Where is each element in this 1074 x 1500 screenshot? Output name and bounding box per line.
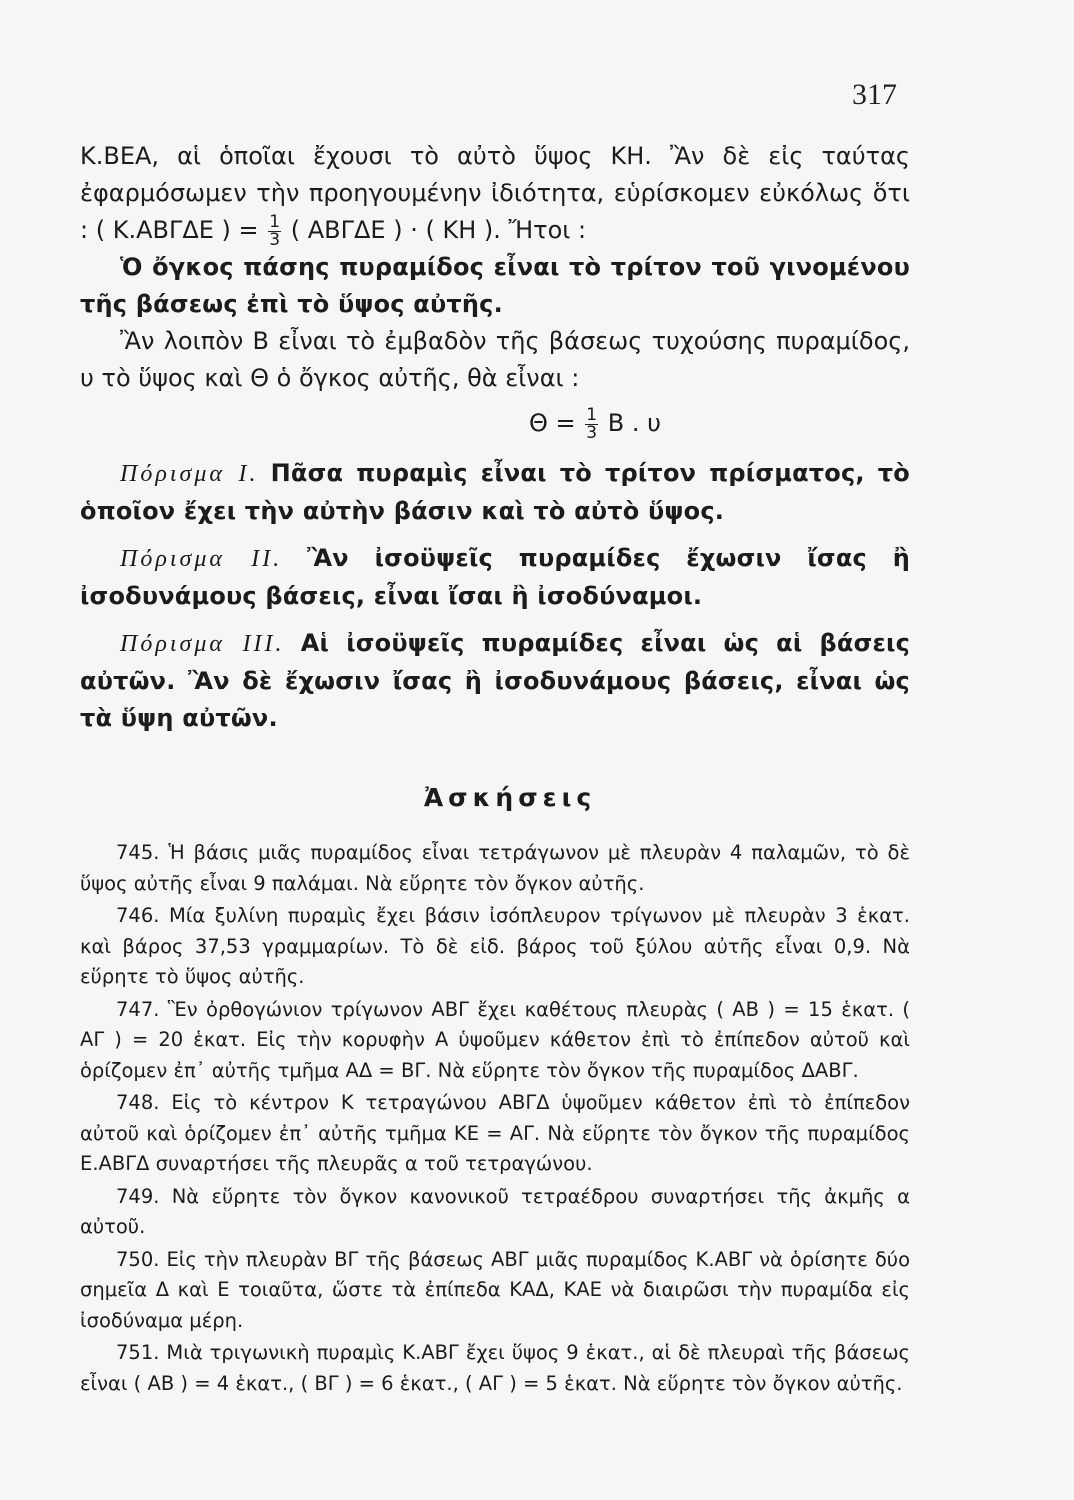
exercises-list: [80, 838, 910, 1399]
intro-text: Κ.ΒΕΑ, αἱ ὁποῖαι ἔχουσι τὸ αὐτὸ ὕψος ΚΗ. Ἂν δὲ εἰς ταύτας ἐφαρμόσωμεν τὴν προηγουμένην ἰδιότητα, εὑρίσκομεν εὐκόλως: [80, 142, 910, 207]
paragraph-definitions: Ἂν λοιπὸν Β εἶναι τὸ ἐμβαδὸν τῆς βάσεως τυχούσης πυραμίδος, υ τὸ ὕψος καὶ Θ ὁ ὄγκος αὐτῆς, θὰ εἶναι :: [80, 327, 910, 392]
exercise-item: [80, 901, 910, 993]
exercise-item: [80, 1088, 910, 1180]
fraction-numerator: 1: [269, 211, 281, 232]
page-number: 317: [852, 78, 897, 111]
exercise-item: [80, 838, 910, 899]
exercise-item: [80, 1338, 910, 1399]
corollary-label: Πόρισμα ΙΙΙ.: [120, 631, 285, 657]
exercise-text: Ἡ βάσις μιᾶς πυραμίδος εἶναι τετράγωνον μὲ πλευρὰν 4 παλαμῶν, τὸ δὲ ὕψος αὐτῆς εἶναι 9 παλάμαι. Νὰ εὕρητε τὸν ὄγκον αὐτῆς.: [80, 841, 910, 895]
exercise-text: Μιὰ τριγωνικὴ πυραμὶς Κ.ΑΒΓ ἔχει ὕψος 9 ἑκατ., αἱ δὲ πλευραὶ τῆς βάσεως εἶναι ( ΑΒ ) = 4 ἑκατ., ( ΒΓ ) = 6 ἑκατ., ( ΑΓ ) = 5 ἑκατ. Νὰ εὕρητε τὸν ὄγκον αὐτῆς.: [80, 1341, 910, 1395]
exercise-number: 745.: [116, 841, 160, 864]
exercises-heading: Ἀσκήσεις: [423, 783, 597, 812]
corollary-text: Πᾶσα πυραμὶς εἶναι τὸ τρίτον πρίσματος, τὸ ὁποῖον ἔχει τὴν αὐτὴν βάσιν καὶ τὸ αὐτὸ ὕψος.: [80, 459, 910, 525]
corollary-label: Πόρισμα ΙΙ.: [120, 546, 283, 572]
exercise-text: Ἓν ὀρθογώνιον τρίγωνον ΑΒΓ ἔχει καθέτους πλευρὰς ( ΑΒ ) = 15 ἑκατ. ( ΑΓ ) = 20 ἑκατ. Εἰς τὴν κορυφὴν Α ὑψοῦμεν κάθετον ἐπὶ τὸ ἐπίπεδον αὐτοῦ καὶ ὁρίζομεν ἐπ᾽ αὐτῆς τμῆμα ΑΔ = ΒΓ. Νὰ εὕρητε τὸν ὄγκον τῆς πυραμίδος ΔΑΒΓ.: [80, 997, 910, 1082]
corollary-label: Πόρισμα Ι.: [120, 461, 259, 487]
exercise-text: Μία ξυλίνη πυραμὶς ἔχει βάσιν ἰσόπλευρον τρίγωνον μὲ πλευρὰν 3 ἑκατ. καὶ βάρος 37,53 γραμμαρίων. Τὸ δὲ εἰδ. βάρος τοῦ ξύλου αὐτῆς εἶναι 0,9. Νὰ εὕρητε τὸ ὕψος αὐτῆς.: [80, 904, 910, 988]
exercise-text: Εἰς τὸ κέντρον Κ τετραγώνου ΑΒΓΔ ὑψοῦμεν κάθετον ἐπὶ τὸ ἐπίπεδον αὐτοῦ καὶ ὁρίζομεν ἐπ᾽ αὐτῆς τμῆμα ΚΕ = ΑΓ. Νὰ εὕρητε τὸν ὄγκον τῆς πυραμίδος Ε.ΑΒΓΔ συναρτήσει τῆς πλευρᾶς α τοῦ τετραγώνου.: [80, 1091, 910, 1175]
exercise-item: [80, 995, 910, 1087]
exercise-text: Εἰς τὴν πλευρὰν ΒΓ τῆς βάσεως ΑΒΓ μιᾶς πυραμίδος Κ.ΑΒΓ νὰ ὁρίσητε δύο σημεῖα Δ καὶ Ε τοιαῦτα, ὥστε τὰ ἐπίπεδα ΚΑΔ, ΚΑΕ νὰ διαιρῶσι τὴν πυραμίδα εἰς ἰσοδύναμα μέρη.: [80, 1247, 910, 1332]
fraction-one-third: [268, 211, 281, 250]
corollary-1: [80, 455, 910, 530]
fraction-denominator: 3: [586, 422, 598, 443]
volume-formula: [280, 401, 910, 445]
formula-lhs: Θ =: [529, 409, 576, 437]
exercise-number: 751.: [116, 1341, 160, 1364]
exercise-text: Νὰ εὕρητε τὸν ὄγκον κανονικοῦ τετραέδρου συναρτήσει τῆς ἀκμῆς α αὐτοῦ.: [80, 1184, 910, 1238]
exercise-item: [80, 1182, 910, 1243]
exercise-number: 746.: [116, 904, 160, 927]
exercise-number: 749.: [116, 1184, 160, 1208]
exercise-item: [80, 1245, 910, 1337]
fraction-denominator: 3: [269, 229, 281, 250]
corollary-text: Ἂν ἰσοϋψεῖς πυραμίδες ἔχωσιν ἴσας ἢ ἰσοδυνάμους βάσεις, εἶναι ἴσαι ἢ ἰσοδύναμοι.: [80, 544, 911, 610]
intro-formula-suffix: ( ΑΒΓΔΕ ) · ( ΚΗ ). Ἤτοι :: [290, 216, 587, 244]
exercise-number: 747.: [116, 997, 160, 1021]
exercise-number: 748.: [116, 1091, 160, 1114]
intro-formula-prefix: ὅτι : ( Κ.ΑΒΓΔΕ ) =: [80, 179, 910, 244]
fraction-numerator: 1: [586, 404, 598, 425]
corollary-text: Αἱ ἰσοϋψεῖς πυραμίδες εἶναι ὡς αἱ βάσεις αὐτῶν. Ἂν δὲ ἔχωσιν ἴσας ἢ ἰσοδυνάμους βάσεις, εἶναι ὡς τὰ ὕψη αὐτῶν.: [80, 629, 910, 732]
corollary-3: [80, 625, 910, 737]
formula-rhs: Β . υ: [607, 409, 661, 437]
page-body: [80, 138, 910, 1399]
exercise-number: 750.: [116, 1247, 160, 1271]
corollary-2: [80, 540, 910, 615]
theorem-statement: Ὁ ὄγκος πάσης πυραμίδος εἶναι τὸ τρίτον τοῦ γινομένου τῆς βάσεως ἐπὶ τὸ ὕψος αὐτῆς.: [80, 253, 910, 318]
intro-paragraph: [80, 138, 910, 249]
fraction-one-third: [585, 404, 598, 443]
